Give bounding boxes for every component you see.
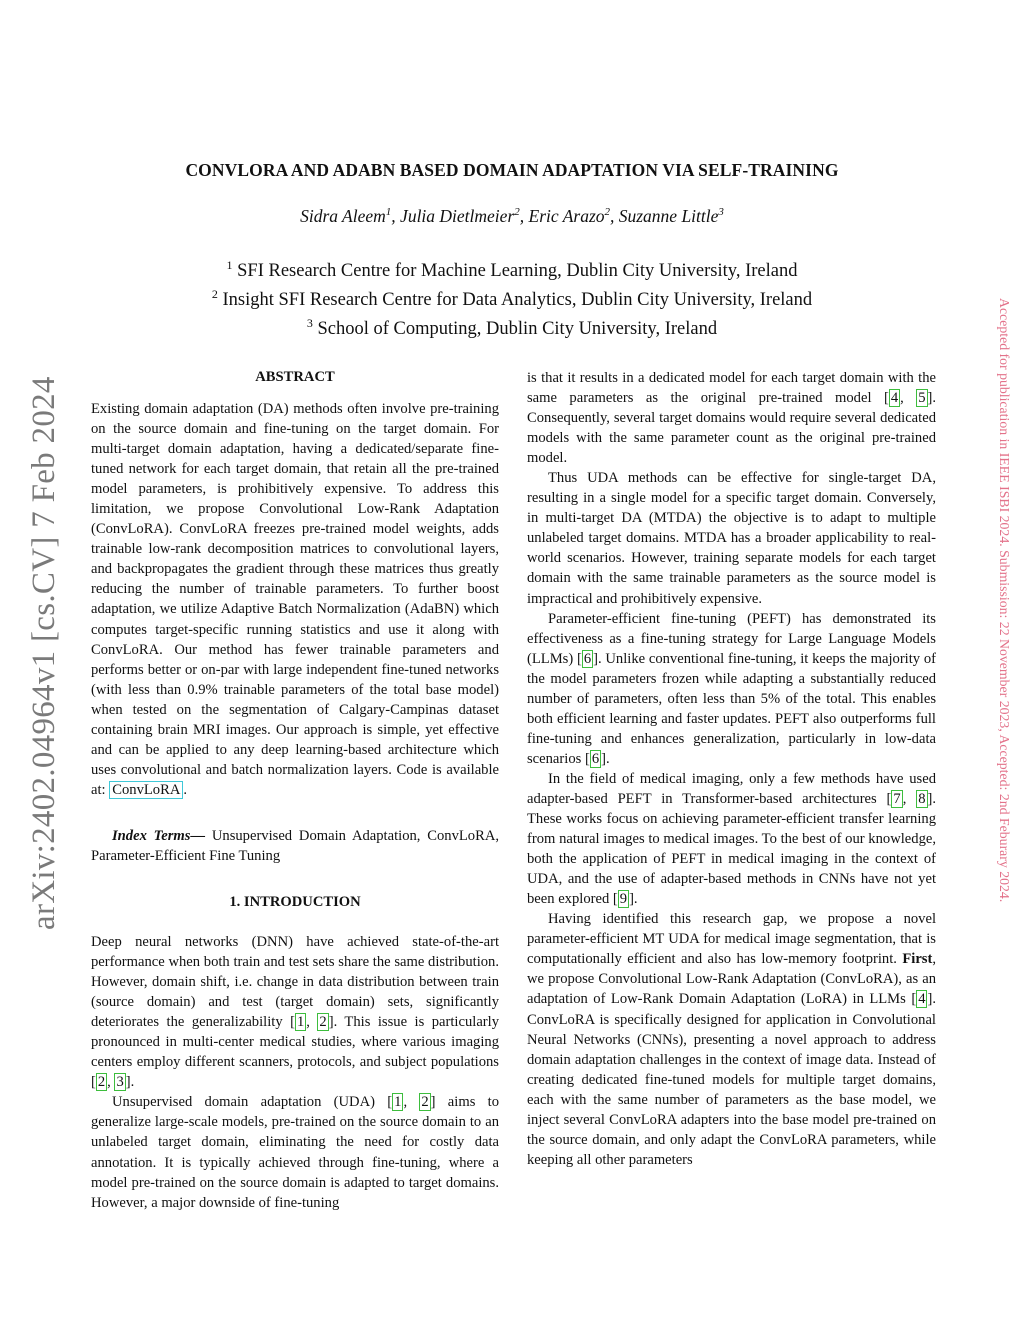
citation-link[interactable]: 1 [394,1094,402,1111]
abstract-paragraph: Existing domain adaptation (DA) methods often involve pre-training on the source domain and fine-tuning on the target domain. For multi-target domain adaptation, having a dedicated/separate fine-tuned network for each target domain, that retain all the pre-trained model parameters, is prohibitively expensive. To address this limitation, we propose Convolutional Low-Rank Adaptation (ConvLoRA). ConvLoRA freezes pre-trained model weights, adds trainable low-rank decomposition matrices to convolutional layers, and backpropagates the gradient through these matrices thus greatly reducing the number of trainable parameters. To further boost adaptation, we utilize Adaptive Batch Normalization (AdaBN) which computes target-specific running statistics and use it along with ConvLoRA. Our method has fewer trainable parameters and performs better or on-par with large independent fine-tuned networks (with less than 0.9% trainable parameters of the total base model) when tested on the segmentation of Calgary-Campinas dataset containing brain MRI images. Our approach is simple, yet effective and can be applied to any deep learning-based architecture which uses convolutional and batch normalization layers. Code is available at: ConvLoRA . [91,401,499,798]
author: Julia Dietlmeier$^2$, [400,206,529,226]
author: Sidra Aleem$^1$, [300,206,401,226]
intro-paragraph: is that it results in a dedicated model for each target domain with the same parameters as the original pre-trained model [ 4 , 5 ]. Consequently, several target domains would require several dedicated models with the same parameter count as the original pre-trained model. [527,370,937,467]
intro-right-column [527,368,936,1170]
index-terms-label: Index Terms— [112,828,206,844]
citation-link[interactable]: 6 [591,750,600,767]
acceptance-note: Accepted for publication in IEEE ISBI 2024. Submission: 22 November 2023, Accepted: 2nd Feburary 2024. [997,298,1012,903]
code-link[interactable]: ConvLoRA [109,781,183,799]
citation-link[interactable]: 3 [116,1074,124,1091]
citation-link[interactable]: 2 [319,1014,327,1031]
index-terms [91,826,499,866]
intro-paragraph: In the field of medical imaging, only a few methods have used adapter-based PEFT in Transformer-based architectures [ 7 , 8 ]. These works focus on achieving parameter-efficient transfer learning from natural images to medical images. To the best of our knowledge, both the application of PEFT in medical imaging in the context of UDA, and the use of adapter-based methods in CNNs have not yet been explored [ 9 ]. [527,770,937,908]
intro-left-column [91,932,499,1213]
citation-link[interactable]: 1 [296,1014,305,1031]
citation-link[interactable]: 9 [619,891,628,908]
intro-paragraph: Deep neural networks (DNN) have achieved state-of-the-art performance when both train and test sets share the same distribution. However, domain shift, i.e. change in data distribution between train (source domain) and test (target domain) sets, significantly deteriorates the generalizability [ 1 , 2 ]. This issue is particularly pronounced in multi-center medical studies, where various imaging centers employ different scanners, protocols, and subject populations [ 2 , 3 ]. [91,934,500,1091]
intro-paragraph: Parameter-efficient fine-tuning (PEFT) has demonstrated its effectiveness as a fine-tuning strategy for Large Language Models (LLMs) [ 6 ]. Unlike conventional fine-tuning, it keeps the majority of the model parameters frozen while adapting a substantially reduced number of parameters, often less than 5% of the total. This enables both efficient learning and faster updates. PEFT also outperforms full fine-tuning and enhances generalization, particularly in low-data scenarios [ 6 ]. [527,610,936,767]
affiliation: $^2$ Insight SFI Research Centre for Data Analytics, Dublin City University, Ireland [211,287,813,311]
arxiv-identifier-stamp[interactable]: arXiv:2402.04964v1 [cs.CV] 7 Feb 2024 [26,376,62,930]
citation-link[interactable]: 8 [918,790,926,807]
abstract-heading: ABSTRACT [255,369,335,385]
section-heading-introduction: 1. INTRODUCTION [229,894,361,910]
emphasis-first: First [902,951,933,968]
affiliation: $^3$ School of Computing, Dublin City University, Ireland [306,316,718,340]
citation-link[interactable]: 4 [890,390,899,407]
abstract-body [91,399,499,800]
intro-paragraph: Unsupervised domain adaptation (UDA) [ 1 , 2 ] aims to generalize large-scale models, pre-trained on the source domain to an unlabeled target domain, eliminating the need for costly data annotation. It is typically achieved through fine-tuning, where a model pre-trained on the source domain is adapted to target domains. However, a major downside of fine-tuning [91,1094,500,1211]
citation-link[interactable]: 4 [918,991,926,1008]
citation-link[interactable]: 2 [421,1094,429,1111]
paper-title: CONVLORA AND ADABN BASED DOMAIN ADAPTATION VIA SELF-TRAINING [185,160,839,180]
author-list [0,206,1024,227]
intro-paragraph: Thus UDA methods can be effective for single-target DA, resulting in a single model for a specific target domain. Conversely, in multi-target DA (MTDA) the objective is to adapt to multiple unlabeled target domains. MTDA has a broader applicability to real-world scenarios. However, training separate models for each target domain with the same trainable parameters as the source model is impractical and prohibitively expensive. [527,470,936,607]
affiliations [0,254,1024,341]
citation-link[interactable]: 2 [97,1074,106,1091]
affiliation: $^1$ SFI Research Centre for Machine Learning, Dublin City University, Ireland [226,258,798,282]
citation-link[interactable]: 5 [918,390,926,407]
author: Eric Arazo$^2$, [528,206,619,226]
author: Suzanne Little$^3$ [618,206,724,226]
index-terms-text: Unsupervised Domain Adaptation, ConvLoRA, Parameter-Efficient Fine Tuning [91,828,500,865]
intro-paragraph: Having identified this research gap, we propose a novel parameter-efficient MT UDA for medical image segmentation, that is computationally efficient and also has low-memory footprint. First, we propose Convolutional Low-Rank Adaptation (ConvLoRA), as an adaptation of Low-Rank Domain Adaptation (LoRA) in LLMs [ 4 ]. ConvLoRA is specifically designed for application in Convolutional Neural Networks (CNNs), presenting a novel approach to address domain adaptation challenges in the context of image data. Instead of creating dedicated fine-tuned models for multiple target domains, each with the same number of parameters as the base model, we inject several ConvLoRA adapters into the base model pre-trained on the source domain, and only adapt the ConvLoRA parameters, while keeping all other parameters [527,911,936,1168]
citation-link[interactable]: 7 [893,790,901,807]
citation-link[interactable]: 6 [583,650,592,667]
